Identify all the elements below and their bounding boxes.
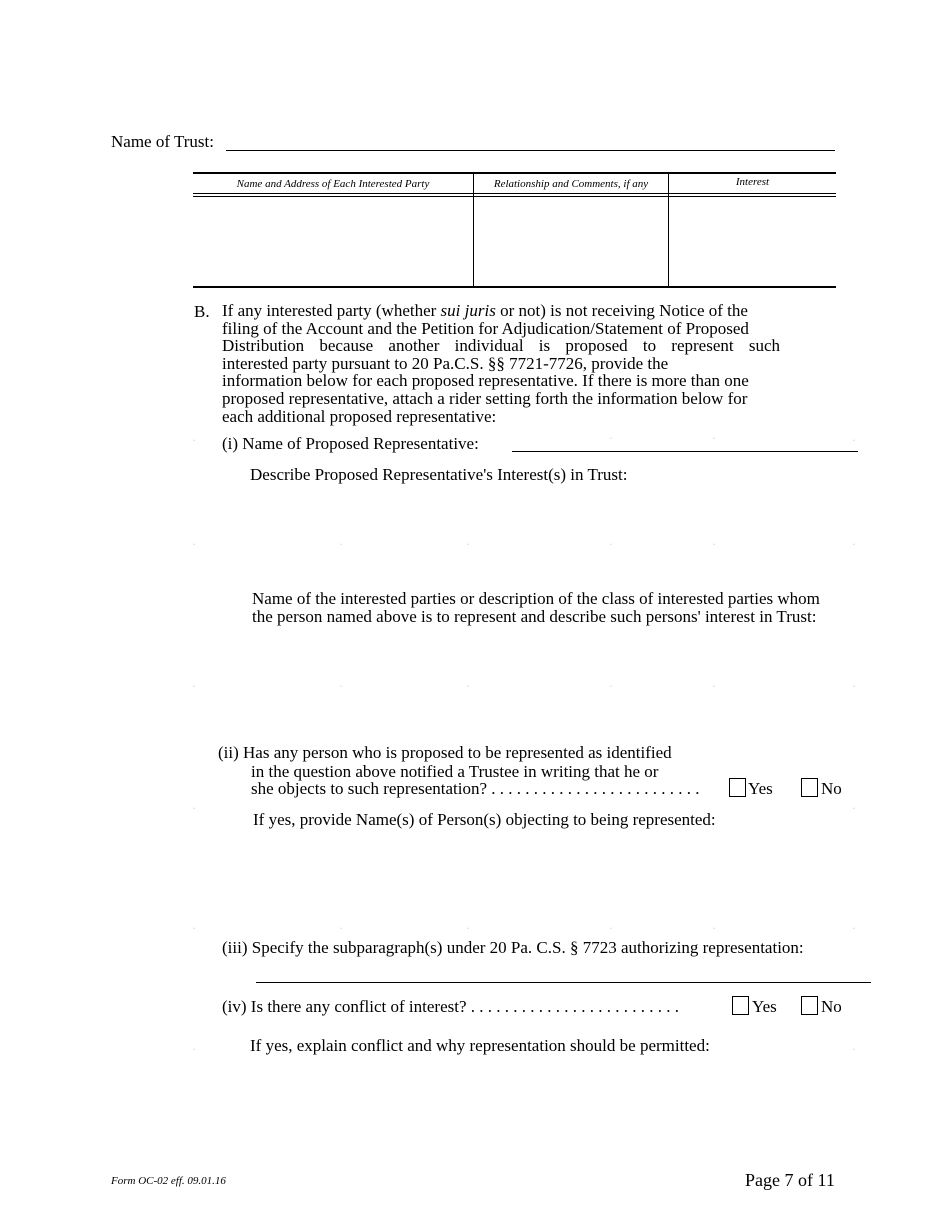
q1-names-label-line1: Name of the interested parties or description of the class of interested parties whom [252,589,820,608]
q4-yes-label: Yes [752,997,777,1016]
cell-name-address[interactable] [195,199,471,284]
guide-dot: · [853,806,855,812]
guide-dot: · [193,926,195,932]
conflict-explanation-area[interactable] [250,1060,860,1150]
guide-dot: · [193,806,195,812]
interest-description-area[interactable] [250,490,860,585]
section-b-line: proposed representative, attach a rider setting forth the information below for [222,388,748,408]
section-b-paragraph [222,302,828,425]
guide-dot: · [853,684,855,690]
guide-dot: · [340,684,342,690]
q2-line1: (ii) Has any person who is proposed to be represented as identified [218,743,672,762]
trust-name-label: Name of Trust: [111,132,214,151]
section-b-line: Distribution because another individual is proposed to represent such [222,336,780,356]
q1-label: (i) Name of Proposed Representative: [222,434,479,453]
q4-label: (iv) Is there any conflict of interest? . . . . . . . . . . . . . . . . . . . . . . . . . [222,997,680,1016]
guide-dot: · [467,684,469,690]
table-column-divider [668,172,669,288]
q2-yes-checkbox[interactable] [729,778,746,797]
guide-dot: · [340,542,342,548]
q2-no-checkbox[interactable] [801,778,818,797]
interested-parties-table [193,172,836,288]
q2-no-label: No [821,779,842,798]
section-b-line: each additional proposed representative: [222,406,497,426]
objecting-persons-area[interactable] [253,835,858,925]
guide-dot: · [193,1047,195,1053]
guide-dot: · [713,542,715,548]
q1-describe-label: Describe Proposed Representative's Interest(s) in Trust: [250,465,628,484]
cell-interest[interactable] [670,199,834,284]
guide-dot: · [193,438,195,444]
guide-dot: · [610,542,612,548]
q4-no-checkbox[interactable] [801,996,818,1015]
guide-dot: · [467,542,469,548]
q4-yes-checkbox[interactable] [732,996,749,1015]
section-b-letter: B. [194,302,210,321]
table-header-rule-double [193,196,836,197]
guide-dot: · [853,542,855,548]
q3-label: (iii) Specify the subparagraph(s) under 20 Pa. C.S. § 7723 authorizing representation: [222,938,804,957]
guide-dot: · [610,436,612,442]
q2-yes-label: Yes [748,779,773,798]
section-b-line: information below for each proposed representative. If there is more than one [222,371,749,391]
section-b-line: interested party pursuant to 20 Pa.C.S. §§ 7721-7726, provide the [222,353,669,373]
guide-dot: · [853,1047,855,1053]
section-b-line: filing of the Account and the Petition for Adjudication/Statement of Proposed [222,318,749,338]
guide-dot: · [853,438,855,444]
column-header-relationship: Relationship and Comments, if any [493,178,649,190]
table-bottom-border [193,286,836,288]
guide-dot: · [193,542,195,548]
guide-dot: · [713,926,715,932]
guide-dot: · [853,926,855,932]
q1-names-label-line2: the person named above is to represent and describe such persons' interest in Trust: [252,607,817,626]
guide-dot: · [193,684,195,690]
column-header-name-address: Name and Address of Each Interested Party [236,178,430,190]
q2-ifyes-label: If yes, provide Name(s) of Person(s) objecting to being represented: [253,810,716,829]
page-number: Page 7 of 11 [745,1170,835,1190]
guide-dot: · [610,684,612,690]
guide-dot: · [467,926,469,932]
subparagraph-field[interactable] [256,982,871,983]
table-top-border [193,172,836,174]
table-header-rule [193,193,836,194]
guide-dot: · [340,926,342,932]
guide-dot: · [713,684,715,690]
column-header-interest: Interest [735,176,770,188]
trust-name-field[interactable] [226,150,835,151]
form-id: Form OC-02 eff. 09.01.16 [111,1175,226,1187]
guide-dot: · [713,436,715,442]
q2-line3: she objects to such representation? . . . . . . . . . . . . . . . . . . . . . . . . . [251,779,700,798]
guide-dot: · [610,926,612,932]
represented-parties-area[interactable] [252,632,862,727]
proposed-representative-field[interactable] [512,451,858,452]
section-b-line: If any interested party (whether sui juris or not) is not receiving Notice of the [222,301,748,320]
q2-line2: in the question above notified a Trustee in writing that he or [251,762,659,781]
q4-ifyes-label: If yes, explain conflict and why representation should be permitted: [250,1036,710,1055]
cell-relationship[interactable] [475,199,666,284]
q4-no-label: No [821,997,842,1016]
